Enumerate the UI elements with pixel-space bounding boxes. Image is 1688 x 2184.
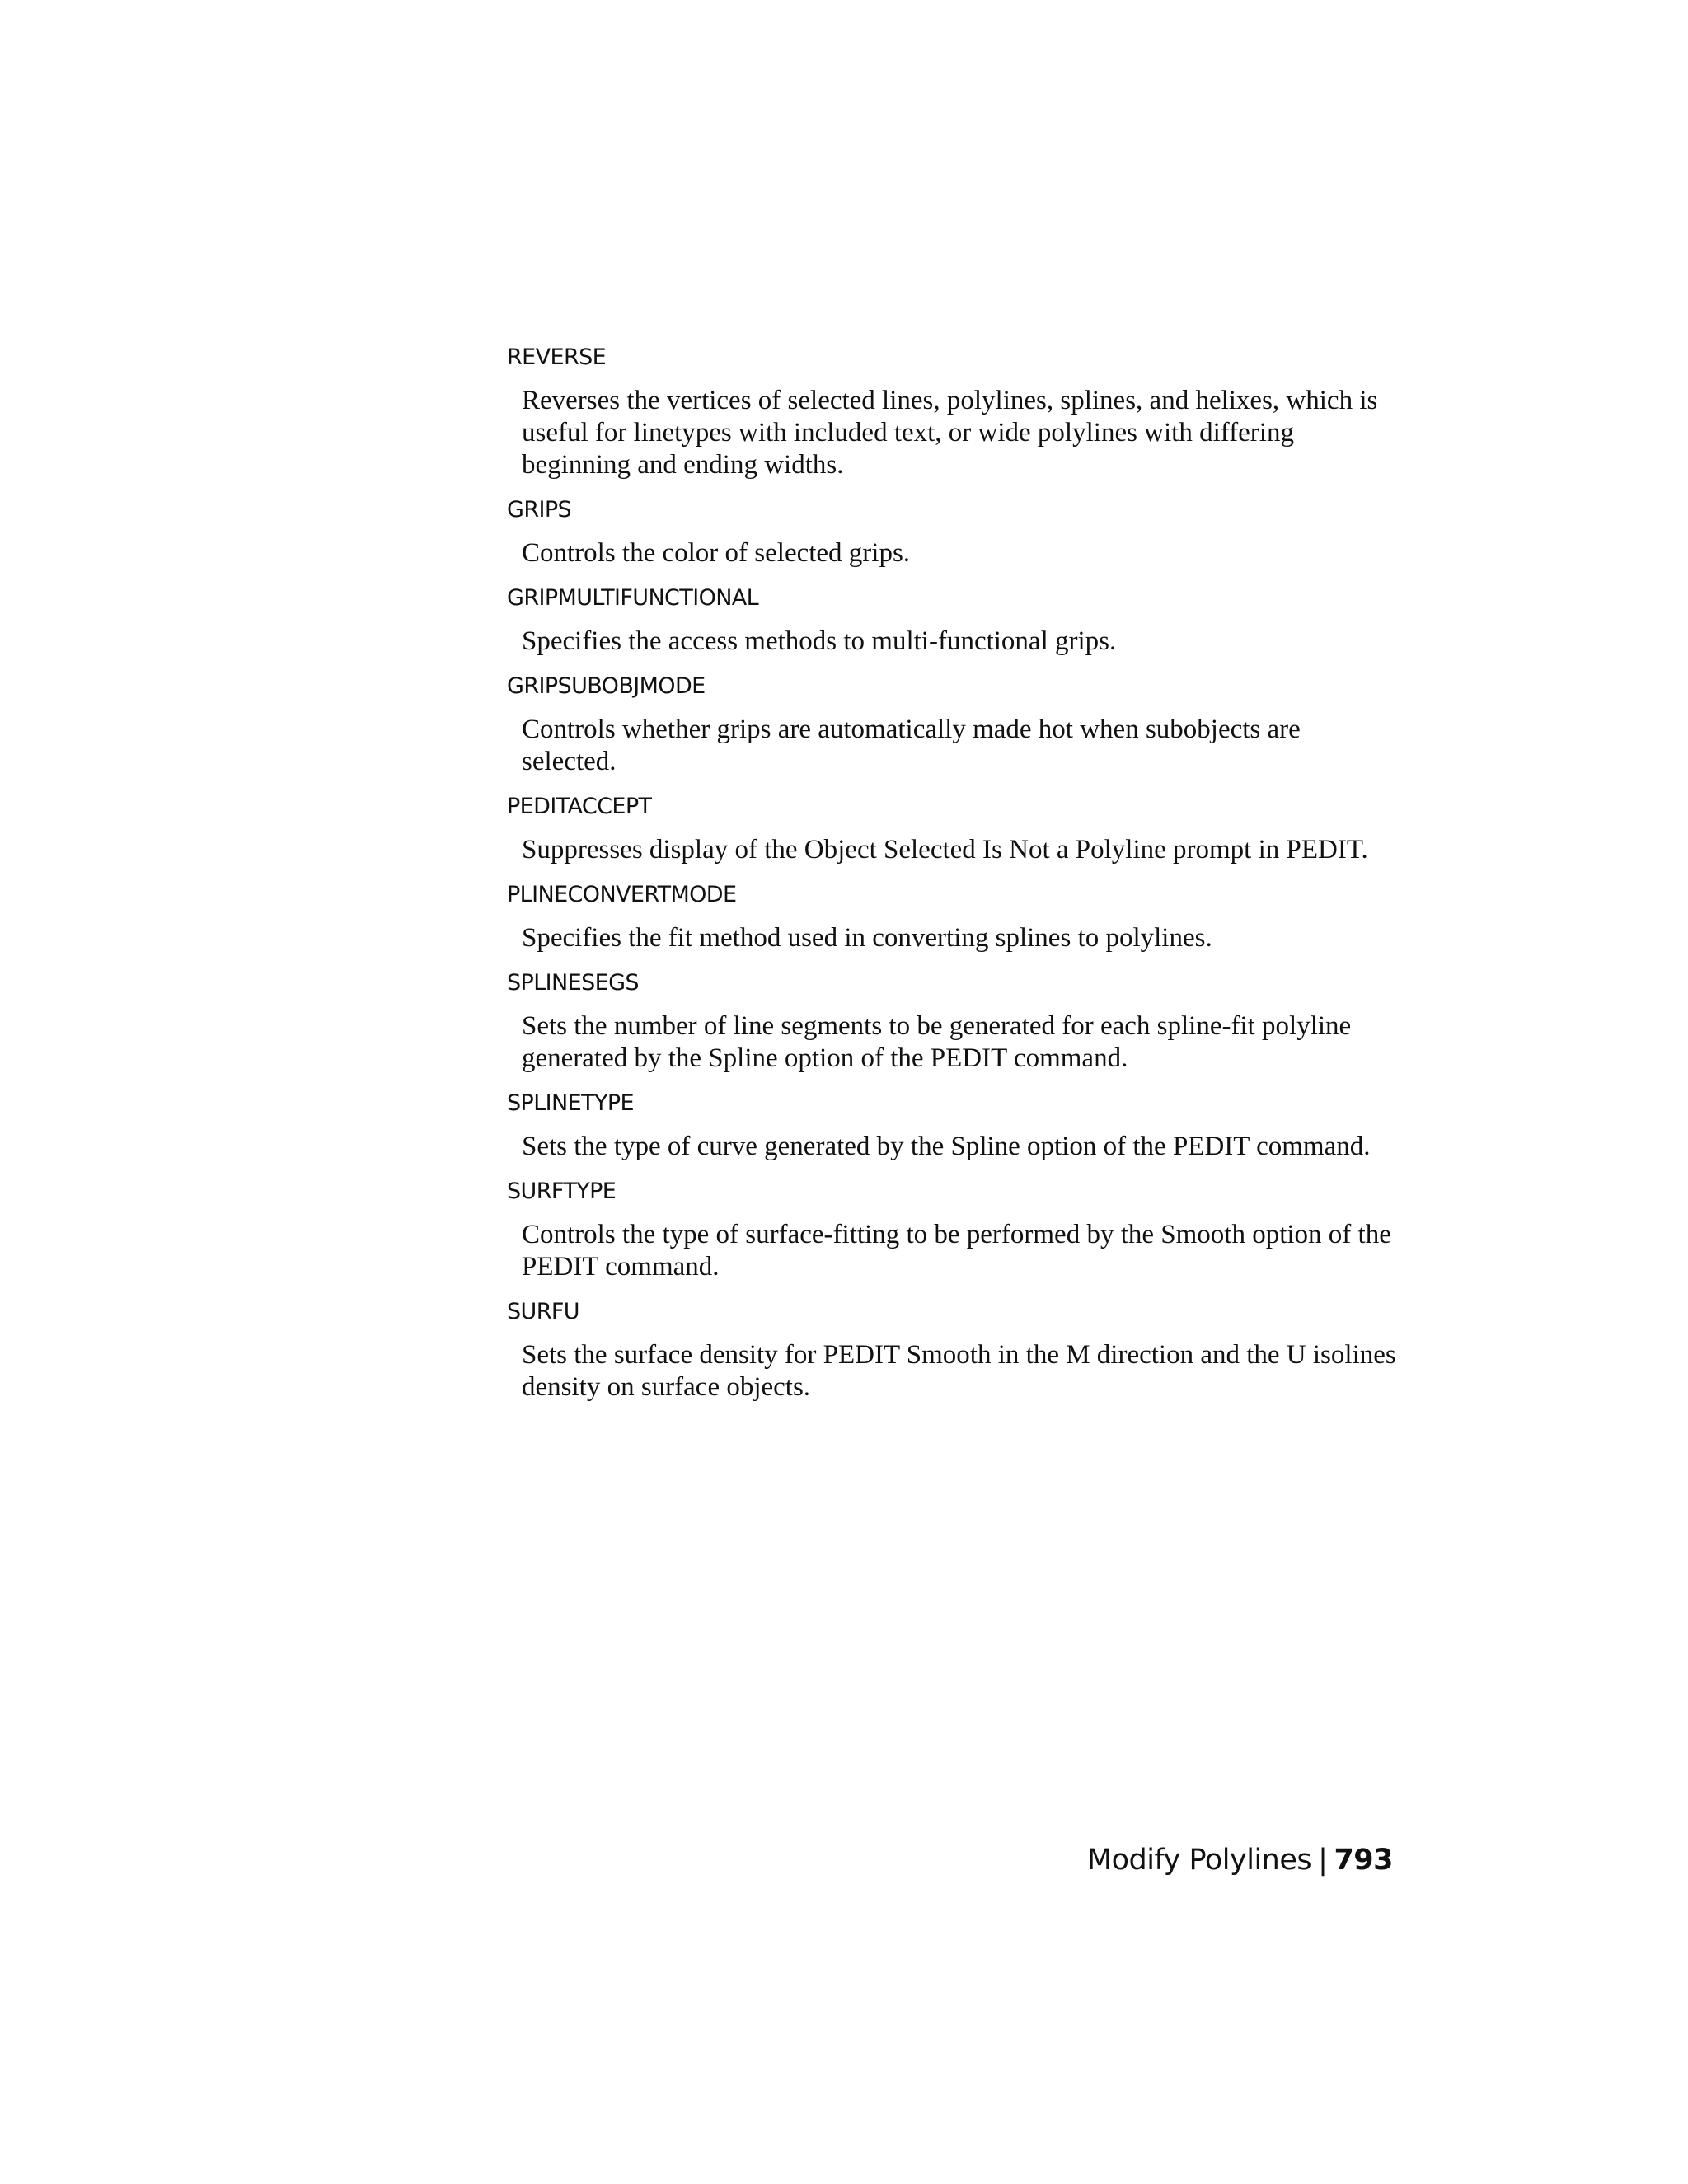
page-number: 793: [1334, 1844, 1393, 1877]
term-gripsubobjmode[interactable]: GRIPSUBOBJMODE: [507, 673, 706, 699]
term-splinesegs[interactable]: SPLINESEGS: [507, 970, 639, 996]
term-grips[interactable]: GRIPS: [507, 497, 572, 523]
term-plineconvertmode[interactable]: PLINECONVERTMODE: [507, 882, 737, 907]
footer-section-title: Modify Polylines: [1086, 1844, 1312, 1877]
description-grips: Controls the color of selected grips.: [522, 538, 911, 568]
description-splinetype: Sets the type of curve generated by the Spline option of the PEDIT command.: [522, 1132, 1371, 1161]
description-surftype: Controls the type of surface-fitting to be performed by the Smooth option of the PEDIT command.: [522, 1220, 1391, 1282]
term-surftype[interactable]: SURFTYPE: [507, 1179, 617, 1204]
description-gripmultifunctional: Specifies the access methods to multi-functional grips.: [522, 626, 1117, 656]
description-plineconvertmode: Specifies the fit method used in converting splines to polylines.: [522, 923, 1212, 953]
term-surfu[interactable]: SURFU: [507, 1299, 579, 1324]
description-peditaccept: Suppresses display of the Object Selected Is Not a Polyline prompt in PEDIT.: [522, 835, 1368, 865]
system-variable-list: [507, 343, 1397, 1418]
description-gripsubobjmode: Controls whether grips are automatically made hot when subobjects are selected.: [522, 715, 1301, 776]
footer-separator: |: [1318, 1844, 1328, 1877]
description-surfu: Sets the surface density for PEDIT Smooth in the M direction and the U isolines density on surface objects.: [522, 1340, 1396, 1402]
term-splinetype[interactable]: SPLINETYPE: [507, 1090, 635, 1116]
description-reverse: Reverses the vertices of selected lines, polylines, splines, and helixes, which is useful for linetypes with included text, or wide polylines with differing beginning and ending widths.: [522, 386, 1378, 480]
term-peditaccept[interactable]: PEDITACCEPT: [507, 794, 652, 819]
term-reverse[interactable]: REVERSE: [507, 344, 607, 370]
term-gripmultifunctional[interactable]: GRIPMULTIFUNCTIONAL: [507, 585, 759, 611]
description-splinesegs: Sets the number of line segments to be generated for each spline-fit polyline generated by the Spline option of the PEDIT command.: [522, 1011, 1352, 1073]
page-footer: [1087, 1844, 1393, 1877]
